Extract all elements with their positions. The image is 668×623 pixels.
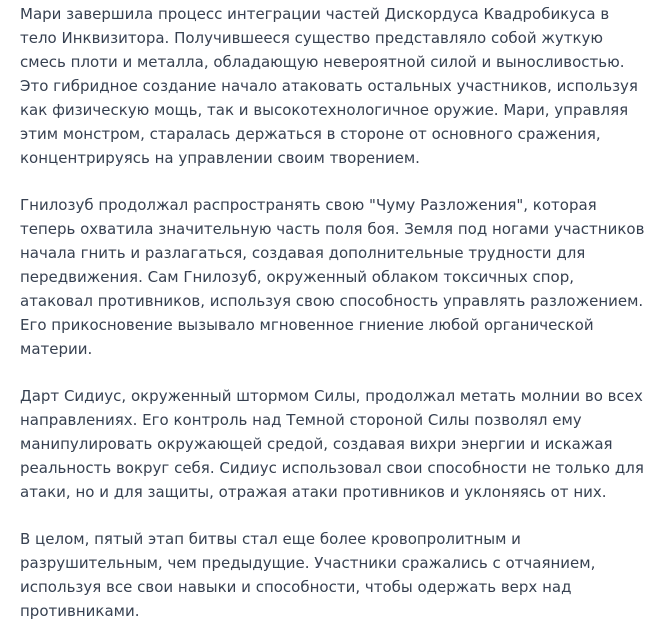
message-paragraph: Гнилозуб продолжал распространять свою "Чуму Разложения", которая теперь охватила значительную часть поля боя. Земля под ногами участников начала гнить и разлагаться, создавая дополнительные трудности для передвижения. Сам Гнилозуб, окруженный облаком токсичных спор, атаковал противников, используя свою способность управлять разложением. Его прикосновение вызывало мгновенное гниение любой органической материи. [20, 196, 645, 358]
message-paragraph: Дарт Сидиус, окруженный штормом Силы, продолжал метать молнии во всех направлениях. Его контроль над Темной стороной Силы позволял ему манипулировать окружающей средой, создавая вихри энергии и искажая реальность вокруг себя. Сидиус использовал свои способности не только для атаки, но и для защиты, отражая атаки противников и уклоняясь от них. [20, 387, 644, 501]
message-paragraph: Мари завершила процесс интеграции частей Дискордуса Квадробикуса в тело Инквизитора. Получившееся существо представляло собой жуткую смесь плоти и металла, обладающую невероятной силой и выносливостью. Это гибридное создание начало атаковать остальных участников, используя как физическую мощь, так и высокотехнологичное оружие. Мари, управляя этим монстром, старалась держаться в стороне от основного сражения, концентрируясь на управлении своим творением. [20, 5, 638, 167]
message-paragraph: В целом, пятый этап битвы стал еще более кровопролитным и разрушительным, чем предыдущие. Участники сражались с отчаянием, используя все свои навыки и способности, чтобы одержать верх над противниками. [20, 530, 596, 620]
